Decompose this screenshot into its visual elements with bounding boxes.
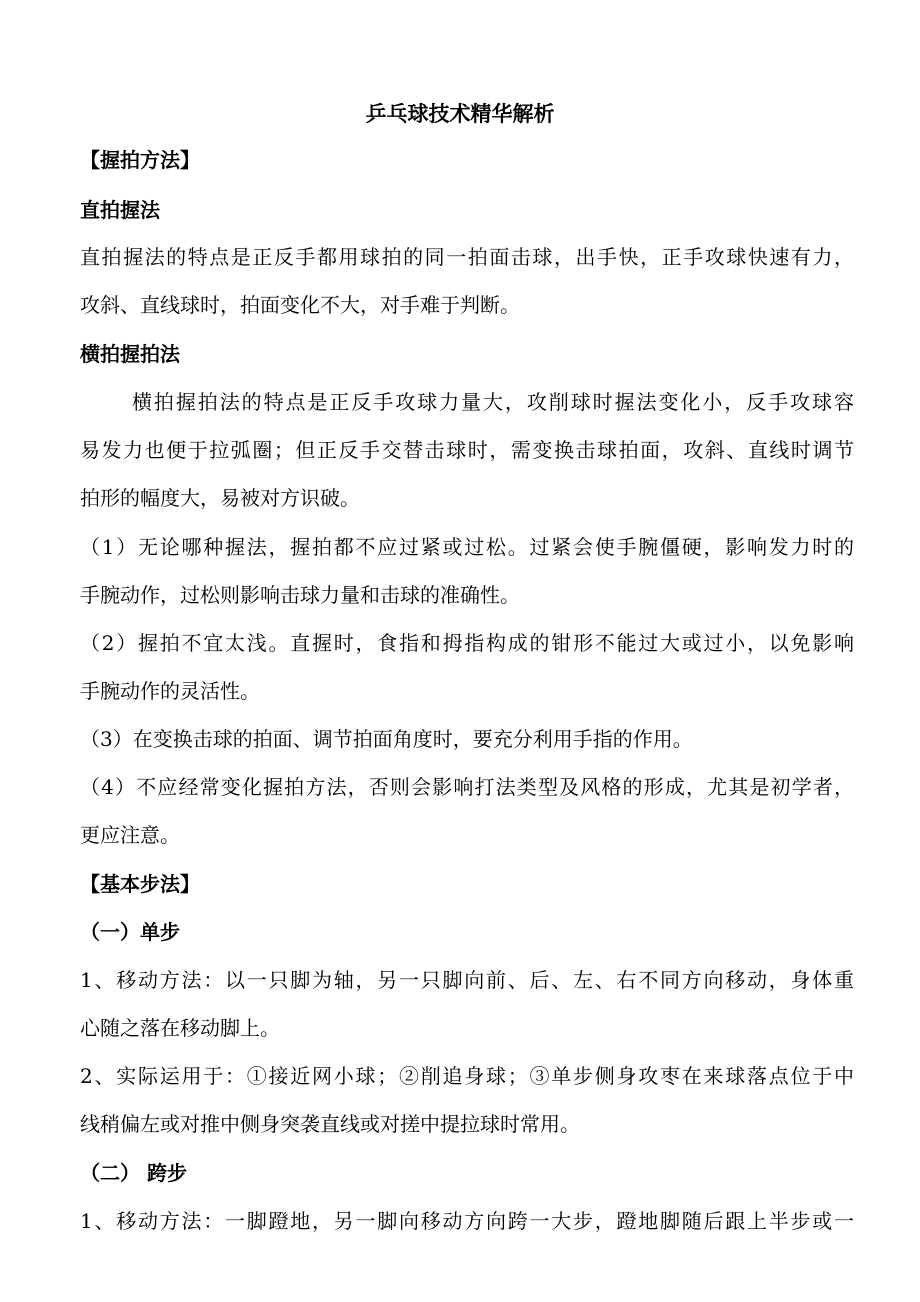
paragraph-line: 直拍握法的特点是正反手都用球拍的同一拍面击球，出手快，正手攻球快速有力， [80, 245, 854, 269]
subheading-shakehand: 横拍握拍法 [80, 342, 180, 366]
section-heading-footwork: 【基本步法】 [80, 872, 200, 896]
paragraph-line: 1、移动方法：一脚蹬地，另一脚向移动方向跨一大步，蹬地脚随后跟上半步或一 [80, 1209, 854, 1233]
list-item-line: （1）无论哪种握法，握拍都不应过紧或过松。过紧会使手腕僵硬，影响发力时的 [80, 535, 854, 559]
paragraph-line: 线稍偏左或对推中侧身突袭直线或对搓中提拉球时常用。 [80, 1112, 580, 1136]
paragraph-line: 攻斜、直线球时，拍面变化不大，对手难于判断。 [80, 293, 520, 317]
paragraph-line: 横拍握拍法的特点是正反手攻球力量大，攻削球时握法变化小，反手攻球容 [132, 390, 854, 414]
page-title: 乒乓球技术精华解析 [365, 102, 555, 126]
list-item-line: 更应注意。 [80, 823, 180, 847]
list-item-line: （3）在变换击球的拍面、调节拍面角度时，要充分利用手指的作用。 [80, 727, 693, 751]
list-item-line: 手腕动作，过松则影响击球力量和击球的准确性。 [80, 583, 520, 607]
subheading-single-step: （一）单步 [80, 920, 180, 944]
paragraph-line: 1、移动方法：以一只脚为轴，另一只脚向前、后、左、右不同方向移动，身体重 [80, 968, 854, 992]
paragraph-line: 易发力也便于拉弧圈；但正反手交替击球时，需变换击球拍面，攻斜、直线时调节 [80, 438, 854, 462]
section-heading-grip: 【握拍方法】 [80, 148, 200, 172]
paragraph-line: 拍形的幅度大，易被对方识破。 [80, 486, 360, 510]
subheading-cross-step: （二） 跨步 [80, 1161, 187, 1185]
paragraph-line: 心随之落在移动脚上。 [80, 1016, 280, 1040]
list-item-line: （2）握拍不宜太浅。直握时，食指和拇指构成的钳形不能过大或过小，以免影响 [80, 631, 854, 655]
list-item-line: （4）不应经常变化握拍方法，否则会影响打法类型及风格的形成，尤其是初学者， [80, 775, 854, 799]
paragraph-line: 2、实际运用于：①接近网小球；②削追身球；③单步侧身攻枣在来球落点位于中 [80, 1064, 854, 1088]
subheading-penhold: 直拍握法 [80, 198, 160, 222]
list-item-line: 手腕动作的灵活性。 [80, 679, 260, 703]
